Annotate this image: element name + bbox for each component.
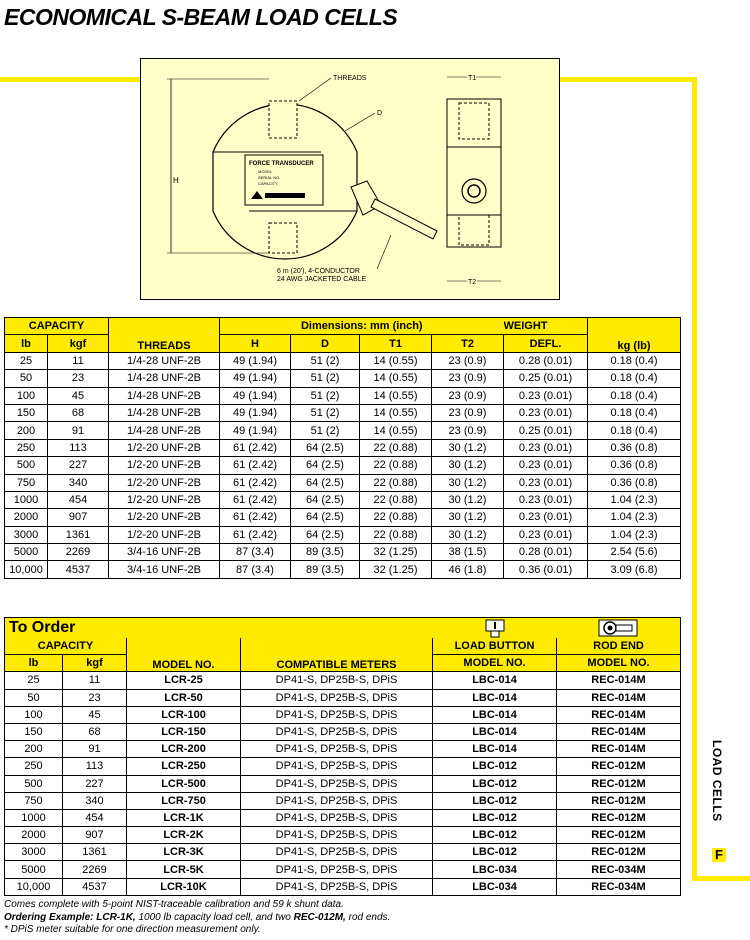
specs-cell: 1/2-20 UNF-2B	[109, 474, 220, 491]
specs-cell: 0.36 (0.01)	[504, 561, 588, 578]
specs-body	[5, 352, 681, 578]
cable-label-2: 24 AWG JACKETED CABLE	[277, 276, 367, 283]
specs-cell: 2.54 (5.6)	[588, 544, 681, 561]
order-cell: LCR-5K	[127, 861, 241, 878]
specs-cell: 1/4-28 UNF-2B	[109, 370, 220, 387]
order-cell: DP41-S, DP25B-S, DPiS	[241, 792, 433, 809]
specs-kgf-header: kgf	[48, 335, 109, 352]
order-cell: LBC-014	[433, 723, 557, 740]
note-calibration: Comes complete with 5-point NIST-traceable calibration and 59 k shunt data.	[4, 899, 344, 910]
order-cell: 10,000	[5, 878, 63, 895]
side-body-top	[447, 99, 501, 147]
specs-cell: 61 (2.42)	[220, 509, 291, 526]
d-leader	[345, 113, 375, 131]
specs-cell: 1/4-28 UNF-2B	[109, 404, 220, 421]
specs-cell: 23	[48, 370, 109, 387]
specs-cell: 3.09 (6.8)	[588, 561, 681, 578]
specs-cell: 38 (1.5)	[432, 544, 504, 561]
specs-cell: 0.18 (0.4)	[588, 370, 681, 387]
specs-row	[5, 370, 681, 387]
order-cell: 45	[63, 706, 127, 723]
order-cell: LBC-012	[433, 792, 557, 809]
specs-cell: 0.18 (0.4)	[588, 387, 681, 404]
specs-cell: 64 (2.5)	[291, 509, 360, 526]
order-row	[5, 792, 681, 809]
note-ordering-example	[4, 912, 390, 925]
specs-cell: 0.36 (0.8)	[588, 474, 681, 491]
order-cell: LBC-012	[433, 758, 557, 775]
specs-cell: 907	[48, 509, 109, 526]
load-button-header: LOAD BUTTON	[433, 638, 557, 655]
specs-cell: 1000	[5, 491, 48, 508]
specs-cell: 64 (2.5)	[291, 457, 360, 474]
specs-weight-header: WEIGHT	[504, 318, 588, 335]
yellow-rule-bottom	[692, 876, 750, 881]
order-model-header: MODEL NO.	[127, 638, 241, 672]
order-body	[5, 672, 681, 895]
specs-cell: 100	[5, 387, 48, 404]
t2-label: T2	[468, 279, 477, 286]
specs-cell: 200	[5, 422, 48, 439]
specs-cell: 14 (0.55)	[360, 422, 432, 439]
order-row	[5, 809, 681, 826]
specs-cell: 0.23 (0.01)	[504, 404, 588, 421]
order-cell: 340	[63, 792, 127, 809]
order-cell: 500	[5, 775, 63, 792]
specs-cell: 64 (2.5)	[291, 491, 360, 508]
order-cell: LCR-2K	[127, 827, 241, 844]
specs-cell: 2000	[5, 509, 48, 526]
specs-row	[5, 474, 681, 491]
specs-cell: 113	[48, 439, 109, 456]
specs-cell: 51 (2)	[291, 352, 360, 369]
specs-cell: 30 (1.2)	[432, 474, 504, 491]
order-cell: LCR-100	[127, 706, 241, 723]
specs-cell: 454	[48, 491, 109, 508]
specs-cell: 4537	[48, 561, 109, 578]
specs-cell: 0.23 (0.01)	[504, 439, 588, 456]
specs-row	[5, 457, 681, 474]
specs-cell: 150	[5, 404, 48, 421]
plate-model: MODEL	[258, 169, 273, 174]
specs-cell: 0.28 (0.01)	[504, 544, 588, 561]
order-cell: 1361	[63, 844, 127, 861]
side-connector-outer	[462, 179, 486, 203]
h-label: H	[173, 176, 179, 185]
order-kgf-header: kgf	[63, 655, 127, 672]
order-cell: 2000	[5, 827, 63, 844]
order-cell: LCR-10K	[127, 878, 241, 895]
thread-bottom	[269, 223, 297, 253]
specs-cell: 61 (2.42)	[220, 491, 291, 508]
order-cell: LBC-034	[433, 878, 557, 895]
order-cell: 454	[63, 809, 127, 826]
specs-cell: 61 (2.42)	[220, 439, 291, 456]
plate-title: FORCE TRANSDUCER	[249, 161, 314, 167]
specs-cell: 14 (0.55)	[360, 404, 432, 421]
specs-cell: 64 (2.5)	[291, 526, 360, 543]
specs-kglb-header: kg (lb)	[588, 318, 681, 353]
specs-cell: 1.04 (2.3)	[588, 526, 681, 543]
specs-cell: 22 (0.88)	[360, 457, 432, 474]
specs-cell: 46 (1.8)	[432, 561, 504, 578]
specs-cell: 91	[48, 422, 109, 439]
specs-cell: 30 (1.2)	[432, 526, 504, 543]
specs-d-header: D	[291, 335, 360, 352]
specs-cell: 30 (1.2)	[432, 457, 504, 474]
order-row	[5, 672, 681, 689]
specs-table	[4, 317, 681, 579]
specs-cell: 1/2-20 UNF-2B	[109, 457, 220, 474]
order-cell: 907	[63, 827, 127, 844]
specs-cell: 49 (1.94)	[220, 370, 291, 387]
order-cell: DP41-S, DP25B-S, DPiS	[241, 723, 433, 740]
specs-row	[5, 422, 681, 439]
order-row	[5, 775, 681, 792]
specs-cell: 23 (0.9)	[432, 404, 504, 421]
specs-row	[5, 491, 681, 508]
order-row	[5, 878, 681, 895]
order-cell: LBC-012	[433, 827, 557, 844]
order-cell: LCR-250	[127, 758, 241, 775]
specs-cell: 64 (2.5)	[291, 474, 360, 491]
specs-cell: 32 (1.25)	[360, 561, 432, 578]
order-cell: 25	[5, 672, 63, 689]
specs-row	[5, 439, 681, 456]
order-heading: To Order	[5, 618, 433, 639]
rod-end-icon	[598, 618, 638, 638]
order-cell: REC-012M	[557, 775, 681, 792]
specs-cell: 750	[5, 474, 48, 491]
specs-cell: 23 (0.9)	[432, 370, 504, 387]
order-row	[5, 827, 681, 844]
specs-cell: 30 (1.2)	[432, 439, 504, 456]
specs-cell: 14 (0.55)	[360, 370, 432, 387]
specs-row	[5, 404, 681, 421]
specs-cell: 10,000	[5, 561, 48, 578]
section-letter: F	[712, 848, 726, 862]
order-row	[5, 706, 681, 723]
specs-cell: 227	[48, 457, 109, 474]
order-cell: 2269	[63, 861, 127, 878]
specs-cell: 0.23 (0.01)	[504, 457, 588, 474]
specs-cell: 61 (2.42)	[220, 457, 291, 474]
order-cell: LCR-200	[127, 741, 241, 758]
order-cell: DP41-S, DP25B-S, DPiS	[241, 878, 433, 895]
order-cell: LCR-3K	[127, 844, 241, 861]
order-cell: LCR-750	[127, 792, 241, 809]
specs-cell: 14 (0.55)	[360, 387, 432, 404]
order-table	[4, 617, 681, 896]
order-cell: REC-012M	[557, 844, 681, 861]
order-cell: 5000	[5, 861, 63, 878]
specs-cell: 23 (0.9)	[432, 387, 504, 404]
specs-row	[5, 561, 681, 578]
specs-t2-header: T2	[432, 335, 504, 352]
order-cell: 91	[63, 741, 127, 758]
order-cell: REC-014M	[557, 706, 681, 723]
specs-cell: 250	[5, 439, 48, 456]
order-meters-header: COMPATIBLE METERS	[241, 638, 433, 672]
order-row	[5, 741, 681, 758]
d-label: D	[377, 110, 383, 117]
order-cell: 50	[5, 689, 63, 706]
specs-row	[5, 526, 681, 543]
specs-cell: 14 (0.55)	[360, 352, 432, 369]
section-label: LOAD CELLS	[710, 740, 724, 822]
specs-cell: 45	[48, 387, 109, 404]
specs-cell: 22 (0.88)	[360, 491, 432, 508]
t1-label: T1	[468, 75, 477, 82]
order-cell: LBC-014	[433, 741, 557, 758]
notes	[4, 899, 390, 937]
order-cell: 3000	[5, 844, 63, 861]
specs-capacity-header: CAPACITY	[5, 318, 109, 335]
order-row	[5, 723, 681, 740]
order-cell: REC-014M	[557, 689, 681, 706]
specs-cell: 1/2-20 UNF-2B	[109, 491, 220, 508]
specs-cell: 1/4-28 UNF-2B	[109, 352, 220, 369]
order-cell: 150	[5, 723, 63, 740]
order-cell: 113	[63, 758, 127, 775]
specs-t1-header: T1	[360, 335, 432, 352]
specs-cell: 50	[5, 370, 48, 387]
specs-cell: 32 (1.25)	[360, 544, 432, 561]
specs-cell: 11	[48, 352, 109, 369]
specs-cell: 1/4-28 UNF-2B	[109, 387, 220, 404]
specs-cell: 23 (0.9)	[432, 352, 504, 369]
note-example-text-2: rod ends.	[345, 911, 391, 923]
order-cell: 200	[5, 741, 63, 758]
order-cell: LCR-50	[127, 689, 241, 706]
order-row	[5, 844, 681, 861]
specs-cell: 51 (2)	[291, 404, 360, 421]
order-cell: DP41-S, DP25B-S, DPiS	[241, 689, 433, 706]
specs-cell: 0.25 (0.01)	[504, 370, 588, 387]
specs-dimensions-header: Dimensions: mm (inch)	[220, 318, 504, 335]
specs-cell: 49 (1.94)	[220, 352, 291, 369]
specs-cell: 22 (0.88)	[360, 526, 432, 543]
specs-cell: 1/2-20 UNF-2B	[109, 509, 220, 526]
order-cell: REC-014M	[557, 672, 681, 689]
specs-cell: 89 (3.5)	[291, 561, 360, 578]
specs-cell: 2269	[48, 544, 109, 561]
specs-threads-header: THREADS	[109, 318, 220, 353]
note-example-bold-1: Ordering Example: LCR-1K,	[4, 911, 136, 923]
specs-cell: 1.04 (2.3)	[588, 491, 681, 508]
specs-cell: 0.23 (0.01)	[504, 474, 588, 491]
order-cell: 750	[5, 792, 63, 809]
order-cell: LBC-014	[433, 672, 557, 689]
specs-cell: 1361	[48, 526, 109, 543]
specs-cell: 0.18 (0.4)	[588, 404, 681, 421]
order-cell: 11	[63, 672, 127, 689]
rod-end-model-header: MODEL NO.	[557, 655, 681, 672]
plate-strip	[265, 193, 305, 198]
specs-cell: 51 (2)	[291, 422, 360, 439]
load-button-icon	[483, 618, 507, 638]
thread-top	[269, 101, 297, 138]
specs-cell: 3/4-16 UNF-2B	[109, 561, 220, 578]
specs-cell: 1.04 (2.3)	[588, 509, 681, 526]
specs-cell: 0.23 (0.01)	[504, 491, 588, 508]
order-cell: REC-012M	[557, 792, 681, 809]
order-cell: LBC-012	[433, 775, 557, 792]
specs-cell: 5000	[5, 544, 48, 561]
specs-cell: 1/2-20 UNF-2B	[109, 526, 220, 543]
cable-label-1: 6 m (20'), 4-CONDUCTOR	[277, 268, 360, 275]
order-cell: DP41-S, DP25B-S, DPiS	[241, 844, 433, 861]
order-cell: DP41-S, DP25B-S, DPiS	[241, 758, 433, 775]
order-cell: REC-014M	[557, 741, 681, 758]
order-cell: 227	[63, 775, 127, 792]
order-cell: DP41-S, DP25B-S, DPiS	[241, 672, 433, 689]
threads-leader	[299, 78, 331, 101]
specs-cell: 340	[48, 474, 109, 491]
order-cell: REC-034M	[557, 878, 681, 895]
specs-cell: 49 (1.94)	[220, 387, 291, 404]
order-cell: LBC-014	[433, 689, 557, 706]
specs-cell: 500	[5, 457, 48, 474]
side-body-bottom	[447, 215, 501, 247]
specs-cell: 49 (1.94)	[220, 404, 291, 421]
page-title: ECONOMICAL S-BEAM LOAD CELLS	[4, 4, 398, 30]
specs-cell: 1/4-28 UNF-2B	[109, 422, 220, 439]
order-cell: LCR-1K	[127, 809, 241, 826]
order-cell: DP41-S, DP25B-S, DPiS	[241, 741, 433, 758]
specs-cell: 87 (3.4)	[220, 544, 291, 561]
specs-cell: 3/4-16 UNF-2B	[109, 544, 220, 561]
specs-row	[5, 509, 681, 526]
order-cell: 250	[5, 758, 63, 775]
order-cell: 23	[63, 689, 127, 706]
order-cell: DP41-S, DP25B-S, DPiS	[241, 706, 433, 723]
order-lb-header: lb	[5, 655, 63, 672]
specs-cell: 3000	[5, 526, 48, 543]
order-cell: 100	[5, 706, 63, 723]
order-row	[5, 861, 681, 878]
specs-row	[5, 352, 681, 369]
order-cell: LCR-150	[127, 723, 241, 740]
specs-cell: 0.23 (0.01)	[504, 387, 588, 404]
load-cell-drawing	[140, 58, 560, 300]
specs-cell: 89 (3.5)	[291, 544, 360, 561]
specs-cell: 68	[48, 404, 109, 421]
order-cell: LBC-012	[433, 809, 557, 826]
specs-cell: 0.23 (0.01)	[504, 526, 588, 543]
load-button-model-header: MODEL NO.	[433, 655, 557, 672]
specs-cell: 0.36 (0.8)	[588, 457, 681, 474]
order-cell: LCR-25	[127, 672, 241, 689]
specs-cell: 30 (1.2)	[432, 491, 504, 508]
specs-cell: 23 (0.9)	[432, 422, 504, 439]
order-cell: 4537	[63, 878, 127, 895]
specs-h-header: H	[220, 335, 291, 352]
specs-cell: 49 (1.94)	[220, 422, 291, 439]
drawing-svg	[141, 59, 561, 301]
plate-capacity: CAPACITY	[258, 181, 278, 186]
note-example-text-1: 1000 lb capacity load cell, and two	[135, 911, 294, 923]
order-cell: REC-014M	[557, 723, 681, 740]
specs-cell: 0.36 (0.8)	[588, 439, 681, 456]
order-capacity-header: CAPACITY	[5, 638, 127, 655]
rod-end-icon-cell	[557, 618, 681, 639]
section-tab	[700, 740, 736, 862]
specs-cell: 22 (0.88)	[360, 474, 432, 491]
order-cell: DP41-S, DP25B-S, DPiS	[241, 809, 433, 826]
order-row	[5, 689, 681, 706]
specs-cell: 25	[5, 352, 48, 369]
order-cell: LCR-500	[127, 775, 241, 792]
order-cell: 68	[63, 723, 127, 740]
specs-cell: 51 (2)	[291, 370, 360, 387]
specs-cell: 61 (2.42)	[220, 526, 291, 543]
specs-cell: 87 (3.4)	[220, 561, 291, 578]
order-cell: LBC-014	[433, 706, 557, 723]
note-example-bold-2: REC-012M,	[293, 911, 346, 923]
order-cell: DP41-S, DP25B-S, DPiS	[241, 775, 433, 792]
specs-lb-header: lb	[5, 335, 48, 352]
order-cell: REC-012M	[557, 758, 681, 775]
order-cell: DP41-S, DP25B-S, DPiS	[241, 827, 433, 844]
specs-cell: 22 (0.88)	[360, 439, 432, 456]
order-cell: REC-012M	[557, 827, 681, 844]
specs-cell: 22 (0.88)	[360, 509, 432, 526]
plate-serial: SERIAL NO.	[258, 175, 281, 180]
load-button-icon-cell	[433, 618, 557, 639]
rod-end-header: ROD END	[557, 638, 681, 655]
order-cell: 1000	[5, 809, 63, 826]
order-cell: REC-012M	[557, 809, 681, 826]
specs-row	[5, 387, 681, 404]
specs-cell: 0.18 (0.4)	[588, 422, 681, 439]
order-cell: REC-034M	[557, 861, 681, 878]
order-cell: LBC-012	[433, 844, 557, 861]
specs-defl-header: DEFL.	[504, 335, 588, 352]
order-cell: DP41-S, DP25B-S, DPiS	[241, 861, 433, 878]
note-dpis: * DPiS meter suitable for one direction measurement only.	[4, 924, 261, 935]
yellow-rule-right	[692, 77, 697, 880]
order-cell: LBC-034	[433, 861, 557, 878]
specs-cell: 0.18 (0.4)	[588, 352, 681, 369]
specs-cell: 0.28 (0.01)	[504, 352, 588, 369]
cable	[371, 199, 437, 239]
threads-label: THREADS	[333, 75, 367, 82]
specs-cell: 0.23 (0.01)	[504, 509, 588, 526]
specs-cell: 64 (2.5)	[291, 439, 360, 456]
cable-leader	[377, 235, 391, 269]
specs-cell: 61 (2.42)	[220, 474, 291, 491]
specs-cell: 51 (2)	[291, 387, 360, 404]
specs-cell: 1/2-20 UNF-2B	[109, 439, 220, 456]
specs-row	[5, 544, 681, 561]
order-row	[5, 758, 681, 775]
specs-cell: 0.25 (0.01)	[504, 422, 588, 439]
specs-cell: 30 (1.2)	[432, 509, 504, 526]
